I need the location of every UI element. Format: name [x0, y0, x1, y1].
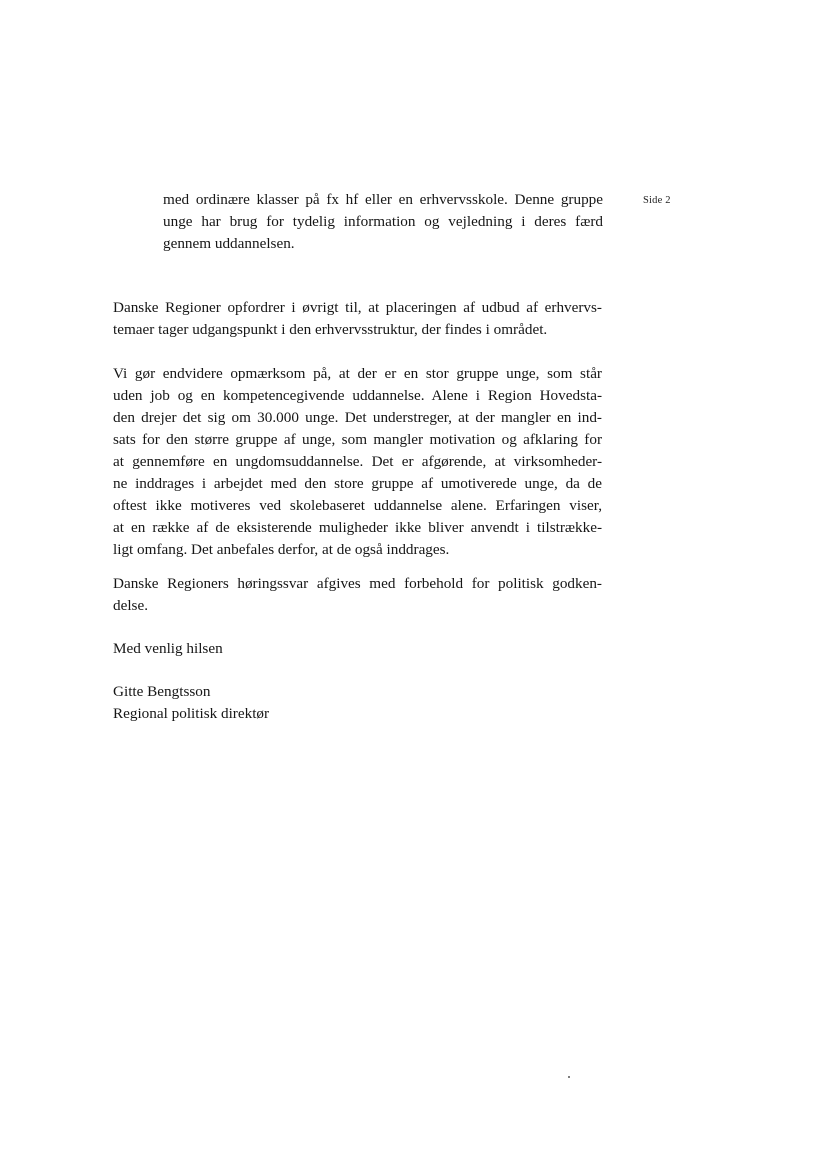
text-line: ne inddrages i arbejdet med den store gruppe af umotiverede unge, da de: [113, 475, 602, 492]
text-line: Danske Regioner opfordrer i øvrigt til, at placeringen af udbud af erhvervs-: [113, 299, 602, 316]
signature-title: Regional politisk direktør: [113, 705, 270, 722]
closing-text: Med venlig hilsen: [113, 640, 223, 657]
text-line: at en række af de eksisterende muligheder ikke bliver anvendt i tilstrække-: [113, 519, 602, 536]
intro-paragraph: [163, 189, 603, 255]
text-line: Vi gør endvidere opmærksom på, at der er en stor gruppe unge, som står: [113, 365, 602, 382]
page-number-label: Side 2: [643, 195, 671, 206]
text-line: oftest ikke motiveres ved skolebaseret uddannelse alene. Erfaringen viser,: [113, 497, 602, 514]
text-line: temaer tager udgangspunkt i den erhvervsstruktur, der findes i området.: [113, 321, 548, 338]
text-line: delse.: [113, 597, 149, 614]
scan-speck: [568, 1076, 570, 1078]
signature-block: [113, 681, 602, 725]
paragraph-forbehold: [113, 573, 602, 617]
text-line: Danske Regioners høringssvar afgives med forbehold for politisk godken-: [113, 575, 602, 592]
text-line: uden job og en kompetencegivende uddannelse. Alene i Region Hovedsta-: [113, 387, 602, 404]
text-line: med ordinære klasser på fx hf eller en erhvervsskole. Denne gruppe: [163, 191, 603, 208]
paragraph-unge-uden-job: [113, 363, 602, 561]
paragraph-erhvervstemaer: [113, 297, 602, 341]
closing-greeting: [113, 638, 602, 660]
text-line: den drejer det sig om 30.000 unge. Det understreger, at der mangler en ind-: [113, 409, 602, 426]
text-line: ligt omfang. Det anbefales derfor, at de også inddrages.: [113, 541, 450, 558]
signature-name: Gitte Bengtsson: [113, 683, 211, 700]
text-line: unge har brug for tydelig information og vejledning i deres færd: [163, 213, 603, 230]
text-line: gennem uddannelsen.: [163, 235, 295, 252]
text-line: at gennemføre en ungdomsuddannelse. Det er afgørende, at virksomheder-: [113, 453, 602, 470]
text-line: sats for den større gruppe af unge, som mangler motivation og afklaring for: [113, 431, 602, 448]
